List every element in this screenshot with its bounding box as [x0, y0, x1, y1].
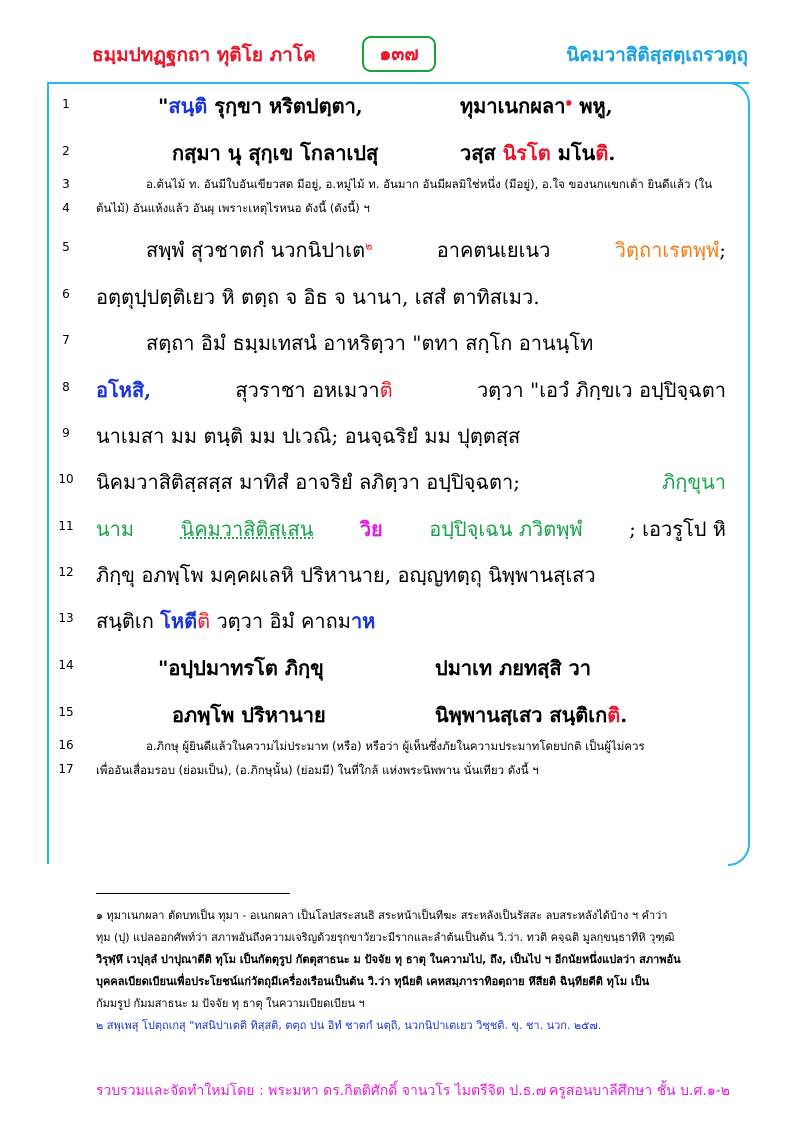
footnote-line: ทุม (ปุ) แปลออกศัพท์ว่า สภาพอันถึงความเจริญด้วยรุกขาวัยวะมีรากและลำต้นเป็นต้น วิ.ว่า. ทวติ คจฺฉติ มูลกฺขนฺธาทีหิ วุฑฺฒิ	[96, 931, 675, 944]
text-line-9: นาเมสา มม ตนฺติ มม ปเวณิ; อนจฺฉริยํ มม ปุตฺตสฺส	[96, 424, 521, 448]
footnote-line: ๑ ทุมาเนกผลา ตัดบทเป็น ทุมา - อเนกผลา เป็นโลปสระสนธิ สระหน้าเป็นทีฆะ สระหลังเป็นรัสสะ ลบสระหลังได้บ้าง ฯ คำว่า	[96, 909, 668, 922]
footnotes	[96, 905, 726, 1037]
footnote-divider	[96, 893, 290, 894]
line-number: 13	[58, 611, 74, 625]
line-number: 5	[62, 240, 70, 254]
text-line-11: นาม นิคมวาสิติสฺเสน วิย อปฺปิจฺเฉน ภวิตพฺพํ ; เอวรูโป หิ	[96, 517, 726, 541]
line-number: 17	[58, 762, 74, 776]
footnote-line: ๒ สพฺเพสุ โปตฺถเกสุ "ทสนิปาเตติ ทิสฺสติ, ตตฺถ ปน อิทํ ชาตกํ นตฺถิ, นวกนิปาเตเยว วิชฺชติ. ขุ. ชา. นวก. ๒๕๗.	[96, 1019, 602, 1032]
commentary-line-3: อ.ต้นไม้ ท. อันมีใบอันเขียวสด มีอยู่, อ.หมู่ไม้ ท. อันมาก อันมีผลมิใช่หนึ่ง (มีอยู่), อ.ใจ ของนกแขกเต้า ยินดีแล้ว (ใน	[146, 177, 713, 191]
text-line-8: อโหสิ, สุวราชา อหเมวาติ วตฺวา "เอวํ ภิกฺขเว อปฺปิจฺฉตา	[96, 378, 726, 402]
commentary-line-17: เพื่ออันเสื่อมรอบ (ย่อมเป็น), (อ.ภิกษุนั้น) (ย่อมมี) ในที่ใกล้ แห่งพระนิพพาน นั่นเทียว ดังนี้ ฯ	[96, 763, 539, 777]
text-line-6: อตฺตุปฺปตฺติเยว หิ ตตฺถ จ อิธ จ นานา, เสสํ ตาทิสเมว.	[96, 285, 540, 309]
verse-line-14b: ปมาเท ภยทสฺสิ วา	[435, 656, 592, 680]
text-line-12: ภิกฺขุ อภพฺโพ มคฺคผเลหิ ปริหานาย, อญฺญทตฺถุ นิพฺพานสฺเสว	[96, 563, 596, 587]
text-line-5: สพฺพํ สุวชาตกํ นวกนิปาเต$^๒$ อาคตนเยเนว วิตฺถาเรตพฺพํ;	[146, 238, 726, 262]
line-number: 8	[62, 380, 70, 394]
footer-course: ครูสอนบาลีศึกษา ชั้น บ.ศ.๑-๒	[548, 1083, 730, 1099]
verse-line-2a: กสฺมา นุ สุกฺเข โกลาเปสุ	[172, 141, 379, 165]
commentary-line-4: ต้นไม้) อันแห้งแล้ว อันผุ เพราะเหตุไรหนอ ดังนี้ (ดังนี้) ฯ	[96, 201, 370, 215]
text-line-7: สตฺถา อิมํ ธมฺมเทสนํ อาหริตฺวา "ตทา สกฺโก อานนฺโท	[146, 331, 594, 355]
line-number: 14	[58, 658, 74, 672]
footer-author: รวบรวมและจัดทำใหม่โดย : พระมหา ดร.กิตติศักดิ์ จานวโร ไมตรีจิต ป.ธ.๗	[96, 1083, 547, 1099]
footnote-line: กัมมรูป กัมมสาธนะ ม ปัจจัย ทุ ธาตุ ในความเบียดเบียน ฯ	[96, 997, 365, 1010]
content-frame-corner	[728, 82, 750, 866]
line-number: 16	[58, 738, 74, 752]
line-number: 12	[58, 565, 74, 579]
verse-line-15b: นิพฺพานสฺเสว สนฺติเกติ.	[435, 703, 628, 727]
verse-line-2b: วสฺส นิรโต มโนติ.	[460, 141, 616, 165]
line-number: 3	[62, 177, 70, 191]
footnote-line: บุคคลเบียดเบียนเพื่อประโยชน์แก่วัตถุมีเครื่องเรือนเป็นต้น วิ.ว่า ทุนียติ เคหสมฺภาราทิอตฺถาย หึสียติ ฉินฺทียตีติ ทุโม เป็น	[96, 975, 650, 988]
page-footer	[96, 1080, 730, 1102]
verse-line-14a: "อปฺปมาทรโต ภิกฺขุ	[158, 656, 324, 680]
line-number: 9	[62, 426, 70, 440]
page-header-section: นิคมวาสิติสฺสตฺเถรวตฺถุ	[566, 44, 748, 66]
line-number: 1	[62, 97, 70, 111]
line-number: 15	[58, 705, 74, 719]
line-number: 6	[62, 287, 70, 301]
text-line-13: สนฺติเก โหตีติ วตฺวา อิมํ คาถมาห	[96, 609, 376, 633]
verse-line-1a: "สนฺติ รุกฺขา หริตปตฺตา,	[158, 94, 363, 118]
line-number: 11	[58, 519, 74, 533]
commentary-line-16: อ.ภิกษุ ผู้ยินดีแล้วในความไม่ประมาท (หรือ) หรือว่า ผู้เห็นซึ่งภัยในความประมาทโดยปกติ เป็นผู้ไม่ควร	[146, 739, 645, 753]
verse-line-1b: ทุมาเนกผลา$^๑$ พหู,	[460, 94, 613, 118]
text-line-10: นิคมวาสิติสฺสสฺส มาทิสํ อาจริยํ ลภิตฺวา อปฺปิจฺฉตา; ภิกฺขุนา	[96, 470, 726, 494]
line-number: 4	[62, 201, 70, 215]
page-number-badge: ๑๓๗	[362, 36, 436, 72]
line-number: 7	[62, 333, 70, 347]
line-number: 10	[58, 472, 74, 486]
line-number: 2	[62, 144, 70, 158]
verse-line-15a: อภพฺโพ ปริหานาย	[172, 703, 326, 727]
footnote-line: วิรุฬฺหึ เวปุลฺลํ ปาปุณาตีติ ทุโม เป็นกัตตุรูป กัตตุสาธนะ ม ปัจจัย ทุ ธาตุ ในความไป, ถึง, เป็นไป ฯ อีกนัยหนึ่งแปลว่า สภาพอัน	[96, 953, 681, 966]
page-header-title: ธมฺมปทฏฺฐกถา ทุติโย ภาโค	[92, 44, 316, 66]
